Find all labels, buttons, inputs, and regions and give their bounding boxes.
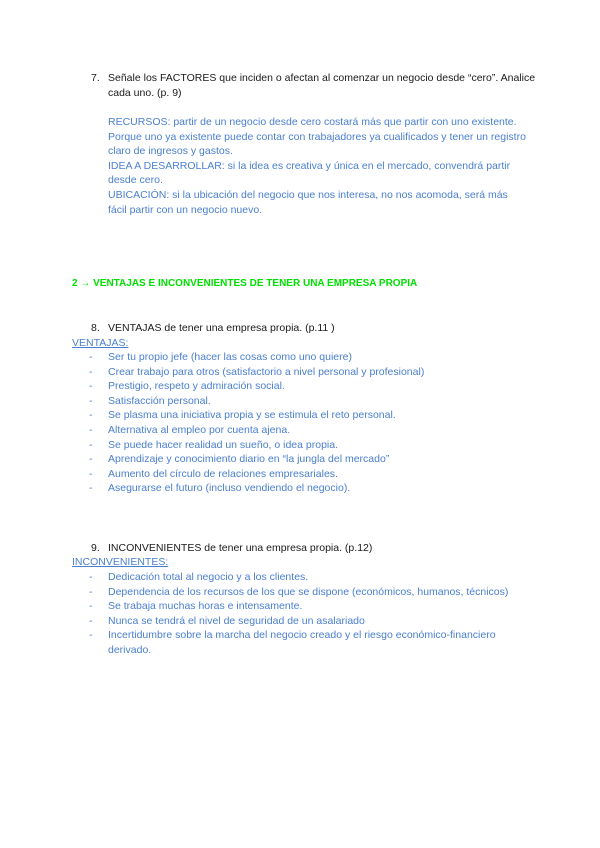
list-item: - Asegurarse el futuro (incluso vendiendo el negocio). [89, 482, 351, 495]
list-item: - Se puede hacer realidad un sueño, o idea propia. [89, 438, 339, 451]
list-item: - Aumento del círculo de relaciones empresariales. [89, 467, 338, 480]
question-text: INCONVENIENTES de tener una empresa propia. (p.12) [108, 542, 373, 554]
ventajas-label: VENTAJAS: [72, 337, 129, 349]
question-9 [91, 541, 541, 556]
question-number: 8. [91, 322, 100, 334]
list-item: - Dedicación total al negocio y a los clientes. [89, 571, 309, 583]
list-item: - Alternativa al empleo por cuenta ajena. [89, 423, 291, 436]
list-item: - Satisfacción personal. [89, 394, 211, 407]
inconvenientes-label: INCONVENIENTES: [72, 556, 169, 568]
answer-recursos: RECURSOS: partir de un negocio desde cero costará más que partir con uno existente. Porque uno ya existente puede contar con trabajadores ya cualificados y tener un registro claro de ingresos y gastos. [108, 116, 526, 158]
question-7 [91, 71, 541, 100]
question-8 [91, 321, 541, 336]
list-item: - Dependencia de los recursos de los que se dispone (económicos, humanos, técnicos) [89, 585, 509, 598]
inconvenientes-list [89, 570, 509, 658]
question-number: 7. [91, 72, 100, 84]
list-item: - Prestigio, respeto y admiración social. [89, 380, 285, 393]
list-item: - Aprendizaje y conocimiento diario en “la jungla del mercado” [89, 453, 390, 466]
answer-idea: IDEA A DESARROLLAR: si la idea es creativa y única en el mercado, convendrá partir desde cero. [108, 159, 511, 187]
answer-ubicacion: UBICACIÓN: si la ubicación del negocio que nos interesa, no nos acomoda, será más fácil partir con un negocio nuevo. [108, 188, 508, 216]
list-item: - Se plasma una iniciativa propia y se estimula el reto personal. [89, 409, 396, 422]
question-number: 9. [91, 542, 100, 554]
list-item: - Se trabaja muchas horas e intensamente. [89, 600, 303, 613]
section-heading: 2 → VENTAJAS E INCONVENIENTES DE TENER UNA EMPRESA PROPIA [72, 278, 418, 289]
list-item: - Ser tu propio jefe (hacer las cosas como uno quiere) [89, 351, 352, 363]
question-text: VENTAJAS de tener una empresa propia. (p.11 ) [108, 322, 335, 334]
list-item: - Incertidumbre sobre la marcha del negocio creado y el riesgo económico-financiero derivado. [89, 629, 496, 656]
answer-7 [108, 115, 528, 217]
list-item: - Crear trabajo para otros (satisfactorio a nivel personal y profesional) [89, 365, 425, 378]
question-text: Señale los FACTORES que inciden o afectan al comenzar un negocio desde “cero”. Analice cada uno. (p. 9) [108, 72, 536, 99]
ventajas-list [89, 350, 509, 496]
list-item: - Nunca se tendrá el nivel de seguridad de un asalariado [89, 614, 365, 627]
